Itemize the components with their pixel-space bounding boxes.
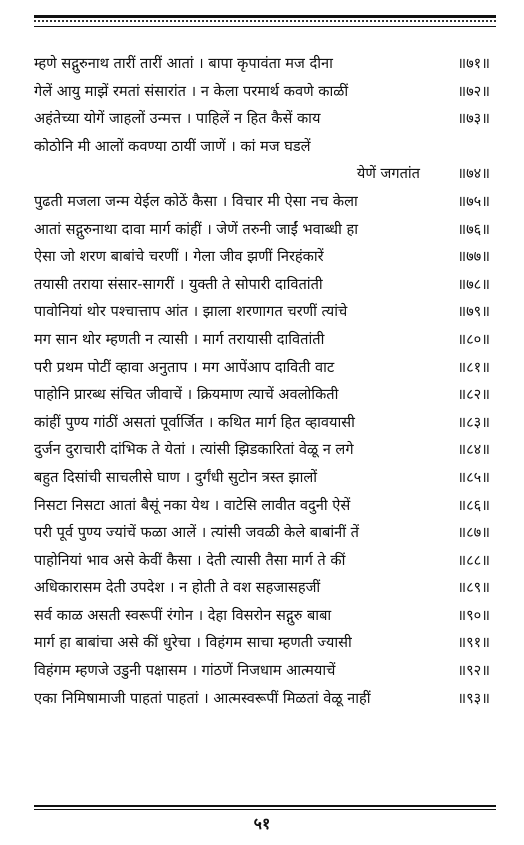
verse-line	[34, 547, 490, 575]
verse-line	[34, 657, 490, 685]
verse-text: सर्व काळ असती स्वरूपीं रंगोन । देहा विसरोन सद्गुरु बाबा	[34, 606, 332, 624]
verse-line	[34, 298, 490, 326]
verse-text: निसटा निसटा आतां बैसूं नका येथ । वाटेसि लावीत वदुनी ऐसें	[34, 496, 351, 514]
verse-number: ॥८८॥	[457, 551, 490, 569]
verse-text: परी प्रथम पोटीं व्हावा अनुताप । मग आपेंआप दाविती वाट	[34, 358, 335, 376]
verse-number: ॥९०॥	[457, 606, 490, 624]
verse-number: ॥७८॥	[457, 275, 490, 293]
verse-line	[34, 602, 490, 630]
verse-number: ॥८५॥	[457, 468, 490, 486]
verse-text: पुढती मजला जन्म येईल कोठें कैसा । विचार मी ऐसा नच केला	[34, 192, 358, 210]
verse-line	[34, 464, 490, 492]
verse-number: ॥७५॥	[457, 192, 490, 210]
top-decorative-rule	[34, 15, 496, 27]
verse-line	[34, 78, 490, 106]
verse-line	[34, 133, 490, 161]
verse-number: ॥७१॥	[457, 55, 490, 72]
verse-text: एका निमिषामाजी पाहतां पाहतां । आत्मस्वरूपीं मिळतां वेळू नाहीं	[34, 689, 371, 707]
verse-text: अधिकारासम देती उपदेश । न होती ते वश सहजासहजीं	[34, 579, 321, 597]
verse-line	[34, 685, 490, 713]
verse-text: परी पूर्व पुण्य ज्यांचें फळा आलें । त्यांसी जवळी केले बाबांनीं तें	[34, 524, 359, 542]
verse-line	[34, 160, 490, 188]
verse-text: मार्ग हा बाबांचा असे कीं धुरेचा । विहंगम साचा म्हणती ज्यासी	[34, 634, 352, 652]
verse-text: गेलें आयु माझें रमतां संसारांत । न केला परमार्थ कवणे काळीं	[34, 82, 349, 100]
verse-line	[34, 216, 490, 244]
verse-number: ॥८४॥	[457, 441, 490, 459]
verse-number: ॥८१॥	[457, 358, 490, 376]
verse-number: ॥७४॥	[457, 165, 490, 183]
verse-number: ॥८०॥	[457, 330, 490, 348]
verse-text: विहंगम म्हणजे उडुनी पक्षासम । गांठणें निजधाम आत्मयाचें	[34, 662, 336, 680]
verse-text: पावोनियां थोर पश्चात्ताप आंत । झाला शरणागत चरणीं त्यांचे	[34, 303, 348, 321]
verse-text: कांहीं पुण्य गांठीं असतां पूर्वार्जित । कथित मार्ग हित व्हावयासी	[34, 413, 355, 431]
page-number: ५१	[253, 814, 271, 833]
verse-text: तयासी तराया संसार-सागरीं । युक्ती ते सोपारी दावितांती	[34, 275, 323, 293]
verse-number: ॥७३॥	[457, 110, 490, 128]
verse-line	[34, 105, 490, 133]
verse-line	[34, 436, 490, 464]
verse-number: ॥७७॥	[457, 248, 490, 266]
verse-line	[34, 188, 490, 216]
verse-text: मग सान थोर म्हणती न त्यासी । मार्ग तरायासी दावितांती	[34, 330, 325, 348]
verse-number: ॥८९॥	[457, 579, 490, 597]
verse-text: कोठोनि मी आलों कवण्या ठायीं जाणें । कां मज घडलें	[34, 137, 311, 155]
verse-text: पाहोनि प्रारब्ध संचित जीवाचें । क्रियमाण त्याचें अवलोकिती	[34, 386, 339, 404]
verse-text: दुर्जन दुराचारी दांभिक ते येतां । त्यांसी झिडकारितां वेळू न लगे	[34, 441, 354, 459]
verse-line	[34, 629, 490, 657]
verse-number: ॥८७॥	[457, 524, 490, 542]
verse-text: बहुत दिसांची साचलीसे घाण । दुर्गंधी सुटोन त्रस्त झालों	[34, 468, 318, 486]
bottom-rule	[34, 805, 496, 807]
verse-number: ॥७२॥	[457, 82, 490, 100]
verse-number: ॥७९॥	[457, 303, 490, 321]
verse-number: ॥९१॥	[457, 634, 490, 652]
verse-line	[34, 243, 490, 271]
verse-text: येणें जगतांत	[356, 165, 420, 183]
verse-line	[34, 354, 490, 382]
verse-line	[34, 409, 490, 437]
verse-line	[34, 492, 490, 520]
verse-line	[34, 271, 490, 299]
verse-line	[34, 381, 490, 409]
verse-number: ॥९३॥	[457, 689, 490, 707]
verse-text: आतां सद्गुरुनाथा दावा मार्ग कांहीं । जेणें तरुनी जाईं भवाब्धी हा	[34, 220, 359, 238]
verse-line	[34, 519, 490, 547]
verse-line	[34, 326, 490, 354]
verse-text: पाहोनियां भाव असे केवीं कैसा । देती त्यासी तैसा मार्ग ते कीं	[34, 551, 346, 569]
verse-number: ॥८६॥	[457, 496, 490, 514]
verse-text: ऐसा जो शरण बाबांचे चरणीं । गेला जीव झणीं निरहंकारें	[34, 248, 324, 266]
verse-text: म्हणे सद्गुरुनाथ तारीं तारीं आतां । बापा कृपावंता मज दीना	[34, 55, 333, 72]
verse-line	[34, 50, 490, 78]
verse-line	[34, 574, 490, 602]
verse-number: ॥८३॥	[457, 413, 490, 431]
verse-number: ॥७६॥	[457, 220, 490, 238]
verse-list	[34, 50, 490, 712]
verse-text: अहंतेच्या योगें जाहलों उन्मत्त । पाहिलें न हित कैसें काय	[34, 110, 321, 128]
verse-number: ॥८२॥	[457, 386, 490, 404]
verse-number: ॥९२॥	[457, 662, 490, 680]
